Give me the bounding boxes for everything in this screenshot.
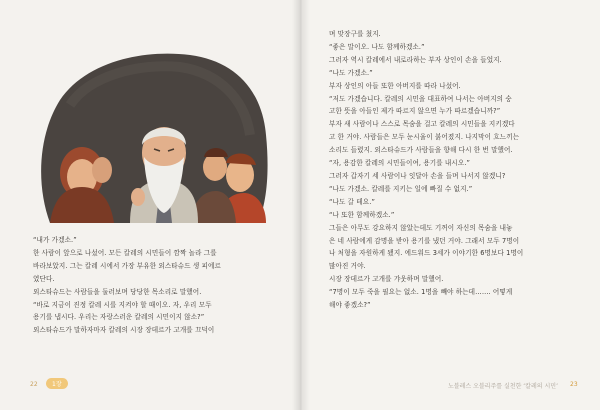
text-line: 한 사람이 앞으로 나섰어. 모든 칼레의 시민들이 깜짝 놀라 그를: [33, 248, 217, 257]
text-line: “나도 가겠소. 칼레를 지키는 일에 빠질 수 없지.”: [329, 184, 473, 193]
text-line: 고 한 거야. 사람들은 모두 눈시울이 붉어졌지. 나지막이 흐느끼는: [329, 133, 520, 142]
text-line: “바로 지금이 진정 칼레 시를 지켜야 할 때이오. 자, 우리 모두: [33, 300, 212, 309]
book-gutter: [292, 0, 310, 410]
text-line: “나도 갈 테요.”: [329, 197, 375, 206]
right-text-block: [329, 28, 569, 312]
text-line: “7명이 모두 죽을 필요는 없소. 1명을 빼야 하는데……. 어떻게: [329, 288, 513, 297]
text-line: 나 처형을 자원하게 됐지. 에드워드 3세가 이야기한 6명보다 1명이: [329, 249, 524, 258]
text-line: “저도 가겠습니다. 칼레의 시민을 대표하여 나서는 아버지의 숭: [329, 94, 512, 103]
text-line: 은 네 사람에게 감명을 받아 용기를 냈던 거야. 그래서 모두 7명이: [329, 236, 520, 245]
text-line: 해야 좋겠소?”: [329, 301, 371, 310]
text-line: 그들은 아무도 강요하지 않았는데도 기꺼이 자신의 목숨을 내놓: [329, 223, 513, 232]
text-line: “나 또한 함께하겠소.”: [329, 210, 395, 219]
text-line: 부자 새 사람이나 스스로 목숨을 걸고 칼레의 시민들을 지키겠다: [329, 120, 515, 129]
page-number: 23: [570, 381, 578, 388]
text-line: 외스타슈드가 말하자마자 칼레의 시장 장데르가 고개를 끄덕이: [33, 326, 215, 335]
text-line: 바라보았지. 그는 칼레 시에서 가장 부유한 외스타슈드 생 피에르: [33, 261, 221, 270]
text-line: “내가 가겠소.”: [33, 236, 77, 244]
text-line: 며 맞장구를 쳤지.: [329, 30, 381, 38]
text-line: 였단다.: [33, 274, 55, 283]
page-number: 22: [30, 381, 38, 388]
text-line: 시장 장데르가 고개를 갸웃하며 말했어.: [329, 275, 444, 284]
left-text-block: [33, 234, 273, 337]
text-line: 부자 상인의 아들 또한 아버지를 따라 나섰어.: [329, 81, 461, 90]
text-line: 고한 뜻을 아들인 제가 따르지 않으면 누가 따르겠습니까?”: [329, 107, 501, 116]
right-page: [301, 0, 600, 410]
section-chip: 1장: [46, 378, 68, 389]
text-line: 그러자 갑자기 세 사람이나 잇달아 손을 들며 나서지 않겠니?: [329, 171, 506, 180]
text-line: 외스타슈드는 사람들을 둘러보며 당당한 목소리로 말했어.: [33, 287, 202, 296]
running-title: 노블레스 오블리주를 실천한 ‘칼레의 시민’: [448, 383, 558, 390]
text-line: 그러자 역시 칼레에서 내로라하는 부자 상인이 손을 들었지.: [329, 55, 502, 64]
text-line: 용기를 냅시다. 우리는 자랑스러운 칼레의 시민이지 않소?”: [33, 313, 205, 322]
text-line: 많아진 거야.: [329, 262, 366, 271]
text-line: “자, 용감한 칼레의 시민들이여, 용기를 내시오.”: [329, 159, 471, 168]
text-line: 소리도 들렸지. 외스타슈드가 사람들을 향해 다시 한 번 말했어.: [329, 146, 513, 155]
left-page: [0, 0, 299, 410]
burghers-illustration: [30, 45, 270, 225]
text-line: “좋은 말이오. 나도 함께하겠소.”: [329, 42, 425, 51]
text-line: “나도 가겠소.”: [329, 68, 373, 77]
